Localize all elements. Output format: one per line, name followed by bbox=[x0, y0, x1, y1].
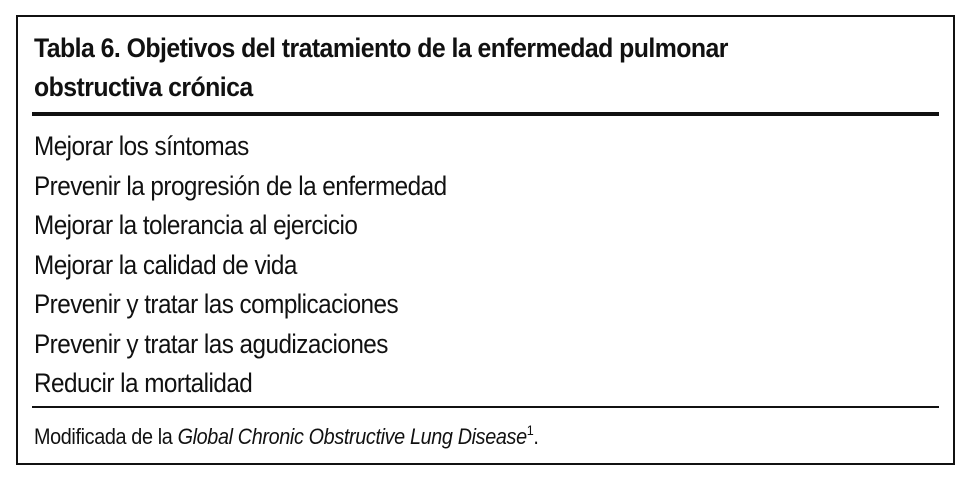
table-title: Tabla 6. Objetivos del tratamiento de la enfermedad pulmonar obstructiva crónica bbox=[34, 33, 728, 102]
list-item: Prevenir y tratar las agudizaciones bbox=[34, 328, 388, 359]
list-item: Reducir la mortalidad bbox=[34, 368, 253, 398]
footnote-source: Global Chronic Obstructive Lung Disease bbox=[177, 424, 527, 449]
list-item: Prevenir la progresión de la enfermedad bbox=[34, 170, 447, 201]
list-item: Mejorar los síntomas bbox=[34, 131, 249, 161]
list-item: Prevenir y tratar las complicaciones bbox=[34, 289, 399, 319]
list-item: Mejorar la tolerancia al ejercicio bbox=[34, 210, 358, 240]
table-frame bbox=[16, 15, 955, 465]
table-footnote bbox=[34, 422, 539, 452]
objectives-list bbox=[34, 127, 492, 404]
list-item: Mejorar la calidad de vida bbox=[34, 249, 297, 280]
footnote-reference: 1 bbox=[526, 422, 534, 438]
title-divider bbox=[32, 112, 939, 116]
footnote-prefix: Modificada de la bbox=[34, 424, 178, 449]
footnote-suffix: . bbox=[533, 424, 539, 449]
footnote-divider bbox=[32, 406, 939, 408]
